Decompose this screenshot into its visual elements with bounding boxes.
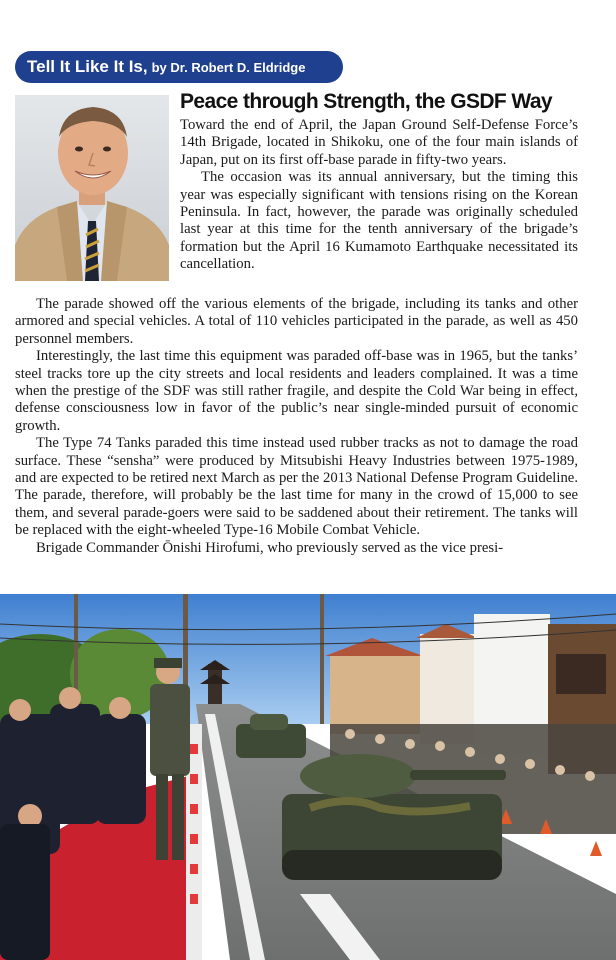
column-byline: by Dr. Robert D. Eldridge: [151, 59, 306, 75]
article-body-top: [180, 117, 578, 274]
article-paragraph: Brigade Commander Ōnishi Hirofumi, who previously served as the vice presi-: [36, 539, 504, 556]
article-headline: Peace through Strength, the GSDF Way: [180, 90, 552, 113]
author-portrait: [15, 95, 169, 281]
article-paragraph: Toward the end of April, the Japan Ground Self-Defense Force’s 14th Brigade, located in Shikoku, one of the four main islands of Japan, put on its first off-base parade in fifty-two years.: [180, 117, 578, 168]
author-portrait-illustration: [15, 95, 169, 281]
article-paragraph: Interestingly, the last time this equipment was paraded off-base was in 1965, but the tanks’ steel tracks tore up the city streets and local residents and leaders complained. It was a time when the prestige of the SDF was still rather fragile, and despite the Cold War being in effect, defense consciousness low in favor of the public’s near single-minded pursuit of economic growth.: [15, 348, 578, 434]
column-name: Tell It Like It Is,: [27, 57, 148, 76]
tank-front: [282, 754, 506, 880]
column-banner: [15, 51, 343, 83]
article-body-bottom: [15, 296, 578, 557]
article-paragraph: The Type 74 Tanks paraded this time instead used rubber tracks as not to damage the road surface. These “sensha” were produced by Mitsubishi Heavy Industries between 1975-1989, and are expected to be retired next March as per the 2013 National Defense Program Guideline. The parade, therefore, will probably be the last time for many in the crowd of 15,000 to see them, and several parade-goers were said to be saddened about their retirement. The tanks will be replaced with the eight-wheeled Type-16 Mobile Combat Vehicle.: [15, 435, 578, 539]
article-paragraph: The occasion was its annual anniversary, but the timing this year was especially significant with tensions rising on the Korean Peninsula. In fact, however, the parade was originally scheduled last year at this time for the tenth anniversary of the brigade’s formation but the April 16 Kumamoto Earthquake necessitated its cancellation.: [180, 169, 578, 273]
tank-parade-illustration: [0, 594, 616, 960]
tank-parade-photo: [0, 594, 616, 960]
article-paragraph: The parade showed off the various elements of the brigade, including its tanks and other armored and special vehicles. A total of 110 vehicles participated in the parade, as well as 450 personnel members.: [15, 296, 578, 347]
